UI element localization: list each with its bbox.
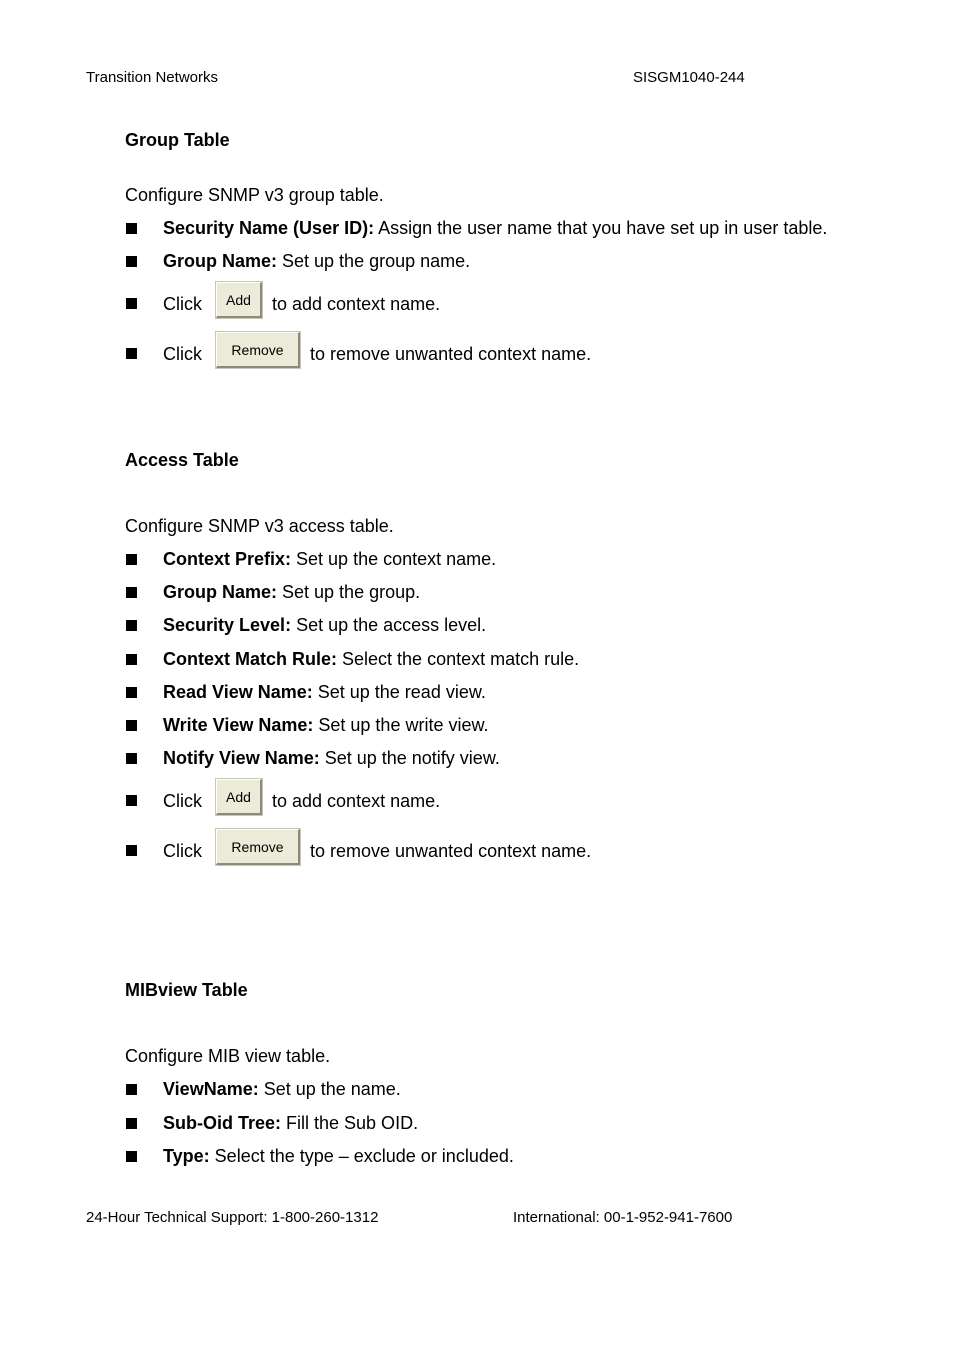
item-desc: Set up the name.	[258, 1079, 401, 1099]
footer-support: 24-Hour Technical Support: 1-800-260-1312	[86, 1209, 379, 1226]
item-term: Context Prefix:	[163, 549, 292, 569]
click-text: Click	[163, 294, 202, 314]
group-table-intro: Configure SNMP v3 group table.	[125, 185, 384, 205]
square-bullet-icon	[126, 620, 137, 631]
access-remove-button[interactable]: Remove	[216, 829, 300, 865]
remove-description: to remove unwanted context name.	[310, 841, 592, 861]
square-bullet-icon	[126, 795, 137, 806]
item-term: Security Level:	[163, 615, 292, 635]
header-doc-id: SISGM1040-244	[633, 69, 745, 86]
access-table-heading: Access Table	[125, 450, 239, 470]
square-bullet-icon	[126, 554, 137, 565]
add-description: to add context name.	[272, 791, 441, 811]
square-bullet-icon	[126, 256, 137, 267]
item-term: Write View Name:	[163, 715, 314, 735]
item-term: ViewName:	[163, 1079, 259, 1099]
item-term: Read View Name:	[163, 682, 313, 702]
item-desc: Set up the group.	[277, 582, 421, 602]
item-desc: Set up the group name.	[277, 251, 471, 271]
square-bullet-icon	[126, 298, 137, 309]
item-desc: Set up the write view.	[313, 715, 489, 735]
item-term: Type:	[163, 1146, 210, 1166]
square-bullet-icon	[126, 753, 137, 764]
item-desc: Set up the context name.	[291, 549, 497, 569]
square-bullet-icon	[126, 1118, 137, 1129]
item-term: Group Name:	[163, 582, 278, 602]
square-bullet-icon	[126, 1084, 137, 1095]
remove-description: to remove unwanted context name.	[310, 344, 592, 364]
item-term: Context Match Rule:	[163, 649, 338, 669]
click-text: Click	[163, 841, 202, 861]
item-desc: Fill the Sub OID.	[281, 1113, 419, 1133]
item-term: Sub-Oid Tree:	[163, 1113, 282, 1133]
item-desc: Select the type – exclude or included.	[209, 1146, 514, 1166]
footer-international: International: 00-1-952-941-7600	[513, 1209, 733, 1226]
item-desc: Select the context match rule.	[337, 649, 580, 669]
group-table-heading: Group Table	[125, 130, 230, 150]
square-bullet-icon	[126, 687, 137, 698]
header-company: Transition Networks	[86, 69, 218, 86]
square-bullet-icon	[126, 587, 137, 598]
square-bullet-icon	[126, 720, 137, 731]
mibview-table-intro: Configure MIB view table.	[125, 1046, 331, 1066]
item-term: Group Name:	[163, 251, 278, 271]
click-text: Click	[163, 344, 202, 364]
item-desc: Set up the notify view.	[319, 748, 500, 768]
square-bullet-icon	[126, 348, 137, 359]
square-bullet-icon	[126, 845, 137, 856]
item-term: Notify View Name:	[163, 748, 320, 768]
square-bullet-icon	[126, 223, 137, 234]
item-desc: Set up the access level.	[291, 615, 487, 635]
access-add-button[interactable]: Add	[216, 779, 262, 815]
square-bullet-icon	[126, 1151, 137, 1162]
square-bullet-icon	[126, 654, 137, 665]
item-term: Security Name (User ID):	[163, 218, 375, 238]
click-text: Click	[163, 791, 202, 811]
group-add-button[interactable]: Add	[216, 282, 262, 318]
group-remove-button[interactable]: Remove	[216, 332, 300, 368]
mibview-table-heading: MIBview Table	[125, 980, 248, 1000]
add-description: to add context name.	[272, 294, 441, 314]
access-table-intro: Configure SNMP v3 access table.	[125, 516, 394, 536]
item-desc: Set up the read view.	[312, 682, 486, 702]
item-desc: Assign the user name that you have set up in user table.	[374, 218, 828, 238]
